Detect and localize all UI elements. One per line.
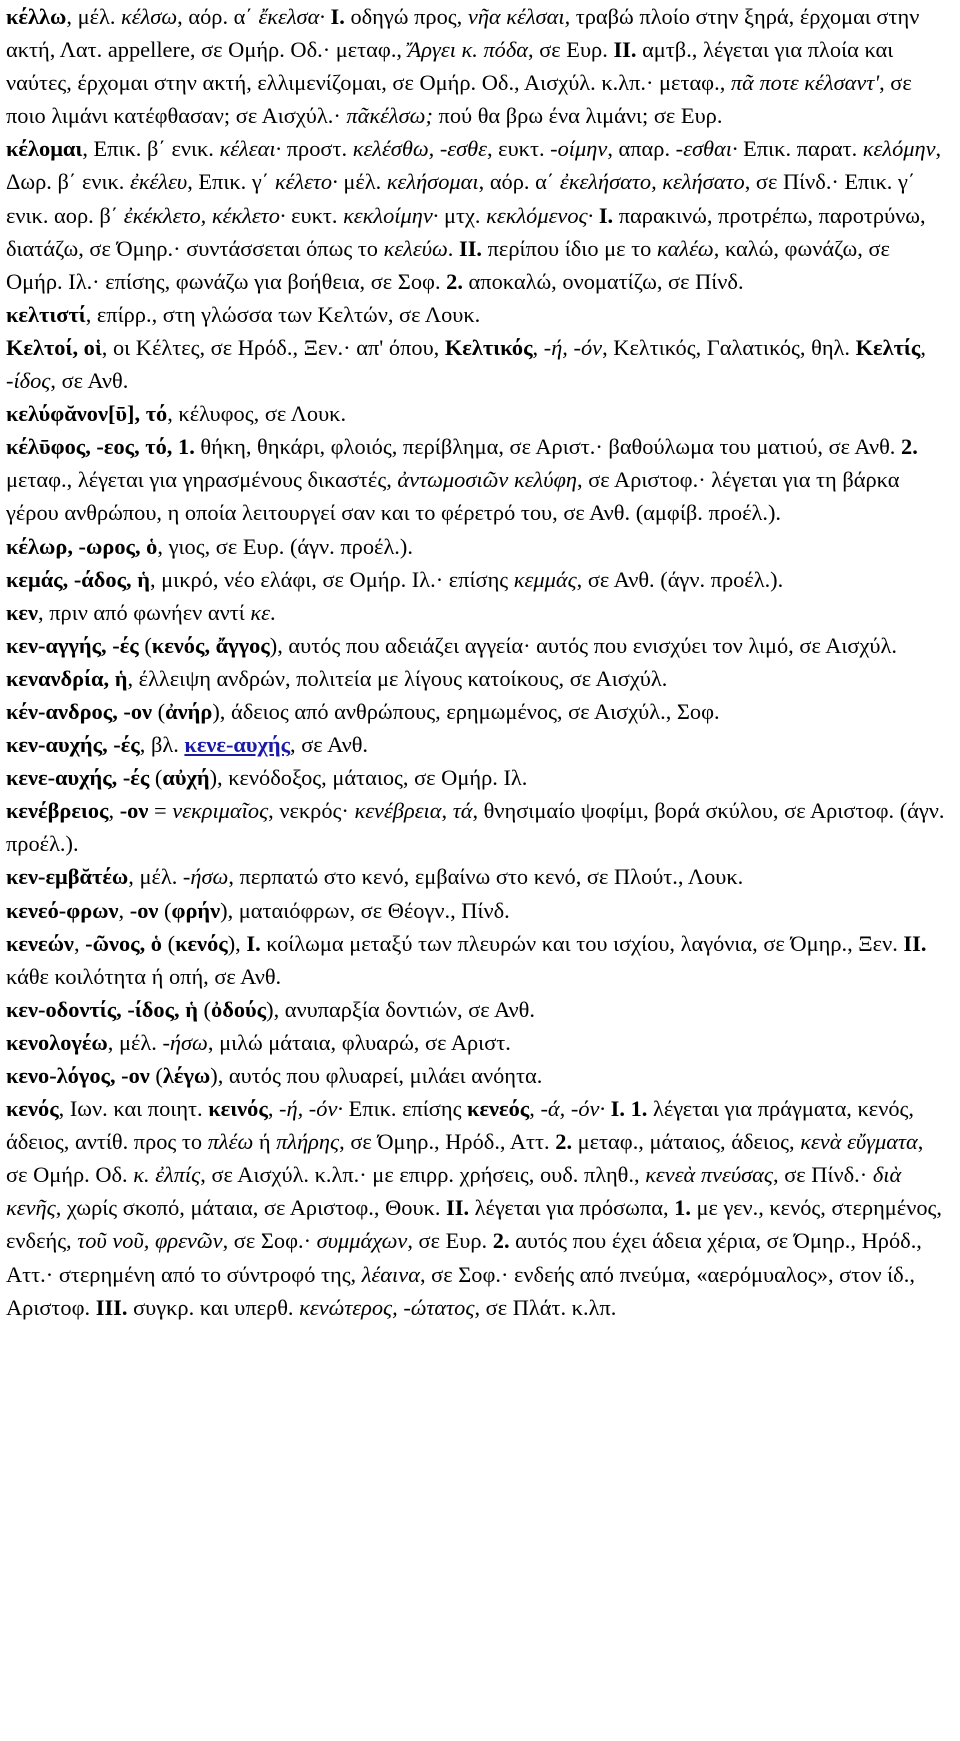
definition-text: προστ. <box>281 136 353 162</box>
italic-form-text: κενώτερος, -ώτατος <box>299 1294 475 1320</box>
headword-bold-text: κεινός <box>208 1096 268 1122</box>
headword-bold-text: II. <box>446 1195 470 1221</box>
definition-text: , <box>73 930 86 956</box>
dictionary-entry <box>6 728 950 761</box>
definition-text: , σε Αισχύλ. κ.λπ.· με επιρρ. χρήσεις, ουδ. πληθ., <box>200 1162 646 1188</box>
headword-bold-text: -ον <box>119 798 149 824</box>
definition-text: λέγεται για πρόσωπα, <box>469 1195 675 1221</box>
dictionary-entry <box>6 596 950 629</box>
dictionary-entry <box>6 1059 950 1092</box>
italic-form-text: κελόμην <box>862 136 936 162</box>
italic-form-text: κελέσθω, -εσθε <box>352 136 487 162</box>
italic-form-text: διὰ κενῆς <box>6 1162 902 1221</box>
definition-text: ), <box>227 930 247 956</box>
dictionary-entry <box>6 629 950 662</box>
definition-text: , οι Κέλτες, σε Ηρόδ., Ξεν.· απ' όπου, <box>101 334 445 360</box>
definition-text: Επικ. επίσης <box>342 1096 468 1122</box>
definition-text: , μέλ. <box>66 4 122 29</box>
definition-text: , περπατώ στο κενό, εμβαίνω στο κενό, σε Πλούτ., Λουκ. <box>228 864 744 890</box>
headword-bold-text: λέγω <box>162 1063 211 1088</box>
headword-bold-text: 2. <box>555 1129 573 1155</box>
definition-text: , σε Αριστοφ.· λέγεται για τη βάρκα γέρου ανθρώπου, η οποία λειτουργεί σαν και το φέρετρό του, σε Ανθ. (αμφίβ. προέλ.). <box>6 467 900 526</box>
definition-text: , Επικ. γ΄ <box>187 169 275 195</box>
definition-text: αμτβ., λέγεται για πλοία και ναύτες, έρχομαι στην ακτή, ελλιμενίζομαι, σε Ομήρ. Οδ., Αισχύλ. κ.λπ.· μεταφ., <box>6 37 894 96</box>
headword-bold-text: κελτιστί <box>6 301 86 327</box>
definition-text: , σε Ανθ. <box>50 368 129 394</box>
definition-text: , νεκρός· <box>268 798 355 824</box>
headword-bold-text: κενεό-φρων <box>6 897 119 923</box>
definition-text: συγκρ. και υπερθ. <box>127 1294 300 1320</box>
italic-form-text: πλέω <box>207 1129 254 1155</box>
definition-text: ), αυτός που αδειάζει αγγεία· αυτός που ενισχύει τον λιμό, σε Αισχύλ. <box>269 632 897 658</box>
definition-text: ευκτ. <box>285 202 344 228</box>
definition-text: , <box>532 334 544 360</box>
definition-text: ), κενόδοξος, μάταιος, σε Ομήρ. Ιλ. <box>209 765 528 791</box>
definition-text: , καλώ, φωνάζω, σε Ομήρ. Ιλ.· επίσης, φωνάζω για βοήθεια, σε Σοφ. <box>6 235 890 294</box>
italic-form-text: -ήσω <box>162 1029 208 1055</box>
headword-bold-text: III. <box>95 1294 128 1320</box>
definition-text: , γιος, σε Ευρ. (άγν. προέλ.). <box>157 533 413 559</box>
headword-bold-text: II. <box>459 235 483 261</box>
definition-text: μεταφ., μάταιος, άδειος, <box>572 1129 801 1155</box>
definition-text: . <box>447 235 459 261</box>
definition-text: πού θα βρω ένα λιμάνι; σε Ευρ. <box>432 103 723 129</box>
definition-text: , σε Ανθ. <box>290 732 369 758</box>
dictionary-entry <box>6 695 950 728</box>
definition-text: , <box>920 334 926 360</box>
italic-form-text: κεκλόμενος· <box>486 202 594 228</box>
headword-bold-text: κενεός <box>467 1096 530 1122</box>
italic-form-text: κενέβρεια <box>354 798 442 824</box>
headword-bold-text: κενανδρία, ἡ <box>6 665 128 691</box>
definition-text: , σε ποιο λιμάνι κατέφθασαν; σε Αισχύλ.· <box>6 70 912 129</box>
headword-bold-text: κέλωρ, -ωρος, ὁ <box>6 533 158 559</box>
headword-bold-text: κέλῡφος, -εος, τό, 1. <box>6 434 195 460</box>
italic-form-text: λέαινα <box>361 1261 420 1287</box>
italic-form-text: -ίδος <box>6 368 51 394</box>
definition-text: ), ματαιόφρων, σε Θέογν., Πίνδ. <box>220 897 510 923</box>
headword-bold-text: Κελτίς <box>855 334 921 360</box>
definition-text: , Επικ. β΄ ενικ. <box>82 136 220 162</box>
definition-text: ), ανυπαρξία δοντιών, σε Ανθ. <box>266 996 535 1022</box>
italic-form-text: τοῦ νοῦ, φρενῶν <box>77 1228 223 1254</box>
headword-bold-text: κελύφᾰνον[ῡ], τό <box>6 401 168 427</box>
italic-form-text: κε <box>250 599 270 625</box>
definition-text: , κέλυφος, σε Λουκ. <box>167 401 347 427</box>
headword-bold-text: II. <box>903 930 927 956</box>
dictionary-entry <box>6 298 950 331</box>
italic-form-text: κέλετο· <box>274 169 338 195</box>
definition-text: , σε Ομήρ. Οδ. <box>6 1129 924 1188</box>
headword-bold-text: Κελτικός <box>444 334 533 360</box>
definition-text: , χωρίς σκοπό, μάταια, σε Αριστοφ., Θουκ. <box>55 1195 447 1221</box>
italic-form-text: συμμάχων <box>316 1228 408 1254</box>
dictionary-entry <box>6 132 950 297</box>
italic-form-text: καλέω <box>656 235 714 261</box>
headword-bold-text: κενεών <box>6 930 74 956</box>
definition-text: ), άδειος από ανθρώπους, ερημωμένος, σε Αισχύλ., Σοφ. <box>212 698 720 724</box>
definition-text: , σε Σοφ.· ενδεής από πνεύμα, «αερόμυαλος», στον ίδ., Αριστοφ. <box>6 1261 915 1320</box>
dictionary-entry <box>6 761 950 794</box>
headword-bold-text: κέλομαι <box>6 136 83 162</box>
definition-text: Επικ. παρατ. <box>737 136 863 162</box>
definition-text: , Δωρ. β΄ ενικ. <box>6 136 942 195</box>
headword-bold-text: φρήν <box>171 897 221 923</box>
dictionary-entry <box>6 662 950 695</box>
italic-form-text: -ά, -όν· <box>540 1096 606 1122</box>
definition-text: , σε Ευρ. <box>528 37 614 63</box>
italic-form-text: κέλσω <box>121 4 178 29</box>
definition-text: μεταφ., λέγεται για γηρασμένους δικαστές, <box>6 467 398 493</box>
headword-bold-text: I. <box>330 4 345 29</box>
definition-text: μτχ. <box>438 202 487 228</box>
definition-text: με γεν., κενός, στερημένος, ενδεής, <box>6 1195 942 1254</box>
definition-text: ( <box>162 930 176 956</box>
definition-text: κάθε κοιλότητα ή οπή, σε Ανθ. <box>6 963 282 989</box>
italic-form-text: ἔκελσα· <box>258 4 325 29</box>
dictionary-entry <box>6 530 950 563</box>
definition-text: ( <box>138 632 152 658</box>
definition-text: μέλ. <box>337 169 387 195</box>
italic-form-text: κελήσομαι <box>386 169 479 195</box>
headword-bold-text: κεν-αγγής, -ές <box>6 632 139 658</box>
definition-text: ή <box>253 1129 277 1155</box>
dictionary-entry <box>6 331 950 397</box>
italic-form-text: κέλεαι· <box>219 136 282 162</box>
definition-text: , <box>118 897 130 923</box>
definition-text: ( <box>149 1063 163 1088</box>
definition-text: , σε Πίνδ.· Επικ. γ΄ ενικ. αορ. β΄ <box>6 169 916 228</box>
headword-bold-text: κενός, ἄγγος <box>151 632 270 658</box>
definition-text: , <box>267 1096 280 1122</box>
definition-text: , σε Πλάτ. κ.λπ. <box>474 1294 617 1320</box>
definition-text: , ευκτ. <box>486 136 551 162</box>
definition-text: , απαρ. <box>607 136 676 162</box>
dictionary-entry <box>6 430 950 529</box>
italic-form-text: νῆα κέλσαι <box>467 4 565 29</box>
definition-text: , μέλ. <box>128 864 183 890</box>
headword-bold-text: Κελτοί, οἱ <box>6 334 102 360</box>
headword-bold-text: I. <box>598 202 614 228</box>
dictionary-entry <box>6 860 950 893</box>
italic-form-text: ἀντωμοσιῶν κελύφη <box>397 467 578 493</box>
headword-bold-text: 2. <box>492 1228 510 1254</box>
definition-text: , <box>441 798 453 824</box>
definition-text: , βλ. <box>139 732 185 758</box>
italic-form-text: ἐκέκλετο, κέκλετο· <box>123 202 286 228</box>
italic-form-text: πλήρης <box>276 1129 340 1155</box>
italic-form-text: κενὰ εὔγματα <box>800 1129 918 1155</box>
headword-bold-text: I. <box>246 930 261 956</box>
headword-bold-text: -ῶνος, ὁ <box>85 930 162 956</box>
definition-text: ( <box>197 996 212 1022</box>
italic-form-text: -ή, -όν <box>543 334 603 360</box>
headword-bold-text: κέν-ανδρος, -ον <box>6 698 153 724</box>
dictionary-entry <box>6 1026 950 1059</box>
definition-text: , σε Ανθ. (άγν. προέλ.). <box>576 566 784 592</box>
definition-text: , έλλειψη ανδρών, πολιτεία με λίγους κατοίκους, σε Αισχύλ. <box>127 665 668 691</box>
headword-bold-text: 2. <box>901 434 918 460</box>
definition-text: , μικρό, νέο ελάφι, σε Ομήρ. Ιλ.· επίσης <box>149 566 514 592</box>
definition-text: , μέλ. <box>107 1029 163 1055</box>
definition-text: , μιλώ μάταια, φλυαρώ, σε Αριστ. <box>207 1029 511 1055</box>
definition-text: ( <box>152 698 166 724</box>
definition-text: , <box>108 798 120 824</box>
headword-bold-text: κενολογέω <box>6 1029 108 1055</box>
headword-bold-text: κενε-αυχής, -ές <box>6 765 150 791</box>
definition-text: ( <box>149 765 163 791</box>
headword-bold-text: κενέβρειος <box>6 798 109 824</box>
italic-form-text: Ἄργει κ. πόδα <box>407 37 529 63</box>
definition-text: , τραβώ πλοίο στην ξηρά, έρχομαι στην ακτή, Λατ. appellere, σε Ομήρ. Οδ.· μεταφ., <box>6 4 920 63</box>
definition-text: , πριν από φωνήεν αντί <box>38 599 251 625</box>
dictionary-entry <box>6 794 950 860</box>
italic-form-text: πᾶ ποτε κέλσαντ' <box>730 70 880 96</box>
definition-text: , σε Πίνδ.· <box>773 1162 873 1188</box>
headword-bold-text: κενός <box>175 930 228 956</box>
italic-form-text: -οίμην <box>550 136 608 162</box>
headword-bold-text: αὐχή <box>162 765 210 791</box>
definition-text: ), αυτός που φλυαρεί, μιλάει ανόητα. <box>210 1063 543 1088</box>
headword-bold-text: κενο-λόγος, -ον <box>6 1063 150 1088</box>
headword-bold-text: κεμάς, -άδος, ἡ <box>6 566 150 592</box>
italic-form-text: -ή, -όν· <box>279 1096 343 1122</box>
definition-text: θήκη, θηκάρι, φλοιός, περίβλημα, σε Αριστ.· βαθούλωμα του ματιού, σε Ανθ. <box>194 434 901 460</box>
cross-reference-link[interactable]: κενε-αυχής <box>184 732 291 758</box>
headword-bold-text: κεν-αυχής, -ές <box>6 732 140 758</box>
dictionary-entry <box>6 894 950 927</box>
headword-bold-text: κεν-εμβᾰτέω <box>6 864 129 890</box>
italic-form-text: -ήσω <box>182 864 229 890</box>
dictionary-entry <box>6 1092 950 1324</box>
definition-text: = <box>148 798 173 824</box>
italic-form-text: κεκλοίμην· <box>343 202 439 228</box>
definition-text: , σε Σοφ.· <box>222 1228 317 1254</box>
definition-text: ( <box>158 897 172 923</box>
headword-bold-text: κέλλω <box>6 4 67 29</box>
italic-form-text: κεμμάς <box>513 566 577 592</box>
definition-text: , αόρ. α΄ <box>177 4 259 29</box>
italic-form-text: πᾶκέλσω; <box>346 103 433 129</box>
headword-bold-text: κενός <box>6 1096 59 1122</box>
definition-text: κοίλωμα μεταξύ των πλευρών και του ισχίου, λαγόνια, σε Όμηρ., Ξεν. <box>260 930 904 956</box>
italic-form-text: κενεὰ πνεύσας <box>645 1162 774 1188</box>
headword-bold-text: II. <box>613 37 637 63</box>
dictionary-entry <box>6 993 950 1026</box>
headword-bold-text: ὀδούς <box>211 996 267 1022</box>
headword-bold-text: -ον <box>129 897 159 923</box>
definition-text: αποκαλώ, ονοματίζω, σε Πίνδ. <box>462 268 744 294</box>
italic-form-text: ἐκελήσατο, κελήσατο <box>559 169 745 195</box>
headword-bold-text: ἀνήρ <box>165 698 213 724</box>
italic-form-text: κελεύω <box>383 235 448 261</box>
definition-text: περίπου ίδιο με το <box>482 235 657 261</box>
definition-text: παρακινώ, προτρέπω, παροτρύνω, διατάζω, σε Όμηρ.· συντάσσεται όπως το <box>6 202 926 261</box>
italic-form-text: τά <box>452 798 473 824</box>
definition-text: , σε Όμηρ., Ηρόδ., Αττ. <box>339 1129 556 1155</box>
italic-form-text: νεκριμαῖος <box>172 798 269 824</box>
definition-text: , επίρρ., στη γλώσσα των Κελτών, σε Λουκ. <box>85 301 481 327</box>
definition-text: λέγεται για πράγματα, κενός, άδειος, αντίθ. προς το <box>6 1096 914 1155</box>
definition-text: οδηγώ προς, <box>344 4 468 29</box>
definition-text: . <box>269 599 276 625</box>
definition-text: , αόρ. α΄ <box>478 169 560 195</box>
definition-text: , Κελτικός, Γαλατικός, θηλ. <box>602 334 856 360</box>
dictionary-entry <box>6 563 950 596</box>
dictionary-entry <box>6 927 950 993</box>
definition-text: αυτός που έχει άδεια χέρια, σε Όμηρ., Ηρόδ., Αττ.· στερημένη από το σύντροφό της, <box>6 1228 922 1287</box>
italic-form-text: ἐκέλευ <box>129 169 188 195</box>
dictionary-entry <box>6 0 950 132</box>
definition-text: , σε Ευρ. <box>407 1228 493 1254</box>
headword-bold-text: κεν <box>6 599 39 625</box>
dictionary-entry <box>6 397 950 430</box>
headword-bold-text: 1. <box>674 1195 691 1221</box>
headword-bold-text: κεν-οδοντίς, -ίδος, ἡ <box>6 996 198 1022</box>
headword-bold-text: 2. <box>446 268 463 294</box>
italic-form-text: κ. ἐλπίς <box>133 1162 201 1188</box>
definition-text: , <box>529 1096 541 1122</box>
definition-text: , Ιων. και ποιητ. <box>58 1096 209 1122</box>
definition-text: , θνησιμαίο ψοφίμι, βορά σκύλου, σε Αριστοφ. (άγν. προέλ.). <box>6 798 945 857</box>
italic-form-text: -εσθαι· <box>675 136 738 162</box>
headword-bold-text: I. 1. <box>610 1096 648 1122</box>
